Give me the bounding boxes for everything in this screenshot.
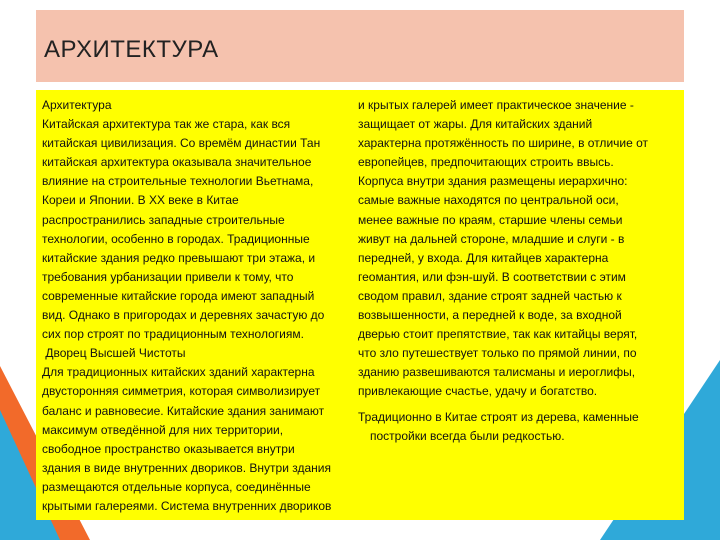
- text-line: требования урбанизации привели к тому, что: [42, 269, 294, 284]
- slide-title: АРХИТЕКТУРА: [44, 36, 219, 63]
- text-line: китайские здания редко превышают три этажа, и: [42, 250, 316, 265]
- slide: [36, 10, 684, 516]
- text-line: что зло путешествует только по прямой линии, по: [358, 346, 637, 361]
- text-line: современные китайские города имеют западный: [42, 288, 315, 303]
- text-line: Традиционно в Китае строят из дерева, каменные: [358, 409, 639, 424]
- text-line: размещаются отдельные корпуса, соединённые: [42, 479, 311, 494]
- text-line: сводом правил, здание строят задней частью к: [358, 288, 622, 303]
- text-line: дверью стоит препятствие, так как китайцы верят,: [358, 327, 638, 342]
- text-line: свободное пространство оказывается внутри: [42, 441, 295, 456]
- text-line: двусторонняя симметрия, которая символизирует: [42, 384, 321, 399]
- text-line: вид. Однако в пригородах и деревнях зачастую до: [42, 308, 325, 323]
- text-line: Архитектура: [42, 98, 112, 112]
- text-line: и крытых галерей имеет практическое значение -: [358, 98, 634, 112]
- text-line: здания в виде внутренних двориков. Внутри здания: [42, 460, 331, 475]
- text-line: самые важные находятся по центральной оси,: [358, 193, 619, 208]
- text-line: европейцев, предпочитающих строить ввысь.: [358, 155, 614, 170]
- text-line: менее важные по краям, старшие члены семьи: [358, 212, 623, 227]
- text-line: крытыми галереями. Система внутренних двориков: [42, 498, 332, 513]
- text-line: возвышенности, а передней к воде, за входной: [358, 308, 622, 323]
- right-text-column: [358, 96, 680, 446]
- text-line: Для традиционных китайских зданий характерна: [42, 365, 315, 380]
- text-line: постройки всегда были редкостью.: [370, 428, 565, 443]
- text-line: влияние на строительные технологии Вьетнама,: [42, 174, 314, 189]
- text-line: баланс и равновесие. Китайские здания занимают: [42, 403, 325, 418]
- text-line: защищает от жары. Для китайских зданий: [358, 117, 593, 132]
- text-line: максимум отведённой для них территории,: [42, 422, 284, 437]
- text-line: геомантия, или фэн-шуй. В соответствии с этим: [358, 269, 626, 284]
- text-line: Корпуса внутри здания размещены иерархично:: [358, 174, 628, 189]
- text-line: передней, у входа. Для китайцев характерна: [358, 250, 609, 265]
- image-caption: Дворец Высшей Чистоты: [42, 346, 186, 361]
- text-line: привлекающие счастье, удачу и богатство.: [358, 384, 598, 399]
- text-line: зданию развешиваются талисманы и иероглифы,: [358, 365, 636, 380]
- text-line: живут на дальней стороне, младшие и слуги - в: [358, 231, 625, 246]
- left-text-column: [42, 96, 358, 516]
- title-bar: [36, 10, 684, 82]
- text-line: китайская архитектура оказывала значительное: [42, 155, 312, 170]
- text-line: технологии, особенно в городах. Традиционные: [42, 231, 310, 246]
- text-line: сих пор строят по традиционным технологиям.: [42, 327, 304, 342]
- content-box: [36, 90, 684, 520]
- text-line: Кореи и Японии. В XX веке в Китае: [42, 193, 239, 208]
- text-line: характерна протяжённость по ширине, в отличие от: [358, 136, 649, 151]
- text-line: распространились западные строительные: [42, 212, 285, 227]
- text-line: Китайская архитектура так же стара, как вся: [42, 117, 291, 132]
- text-line: китайская цивилизация. Со времём династии Тан: [42, 136, 321, 151]
